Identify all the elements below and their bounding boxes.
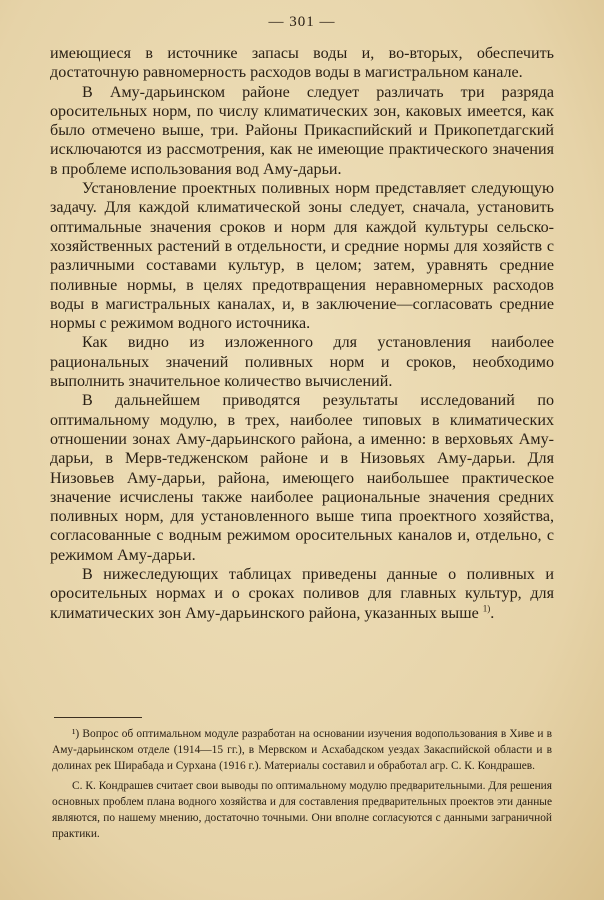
paragraph-1: имеющиеся в источнике запасы воды и, во-вторых, обеспечить достаточную равномерность расходов воды в магистральном канале. bbox=[50, 45, 554, 82]
paragraph-4: Как видно из изложенного для установления наиболее рациональных значений поливных норм и сроков, необходимо выполнить значительное количество вычислений. bbox=[50, 334, 554, 391]
paragraph-2: В Аму-дарьинском районе следует различать три разряда оросительных норм, по числу климатических зон, каковых имеется, как было отмечено выше, три. Районы Прикаспийский и Прикопетдагский исключаются из рассмотрения, как не имеющие практического значения в проблеме использования вод Аму-дарьи. bbox=[50, 83, 554, 178]
footnote-2: С. К. Кондрашев считает свои выводы по оптимальному модулю предварительными. Для решения основных проблем плана водного хозяйства и для составления предварительных проектов эти данные являются, по нашему мнению, достаточно точными. Они вполне согласуются с данными заграничной практики. bbox=[52, 779, 552, 841]
main-text bbox=[50, 44, 554, 623]
footnote-divider bbox=[54, 717, 142, 718]
footnotes bbox=[52, 726, 552, 845]
paragraph-5: В дальнейшем приводятся результаты исследований по оптимальному модулю, в трех, наиболее типовых в климатических отношении зонах Аму-дарьинского района, а именно: в верховьях Аму-дарьи, в Мерв-теджeнском районе и в Низовьях Аму-дарьи. Для Низовьев Аму-дарьи, района, имеющего наибольшее практическое значение исчислены также наиболее рациональные значения средних поливных норм, для установленного выше типа проектного хозяйства, согласованные с водным режимом оросительных каналов и, отдельно, с режимом Аму-дарьи. bbox=[50, 392, 554, 564]
footnote-reference: 1) bbox=[482, 603, 491, 614]
page-number: — 301 — bbox=[268, 14, 336, 30]
paragraph-3: Установление проектных поливных норм представляет следующую задачу. Для каждой климатической зоны следует, сначала, установить оптимальные значения сроков и норм для каждой культуры сельско-хозяйственных растений в отдельности, и средние нормы для хозяйств с различными составами культур, в целом; затем, уравнять средние поливные нормы, в целях предотвращения неравномерных расходов воды в магистральных каналах, и, в заключение—согласовать средние нормы с режимом водного источника. bbox=[50, 180, 554, 333]
footnote-1: ¹) Вопрос об оптимальном модуле разработан на основании изучения водопользования в Хиве и в Аму-дарьинском отделе (1914—15 гг.), в Мервском и Асхабадском уездах Закаспийской области и в долинах рек Ширабада и Сурхана (1916 г.). Материалы составил и обработал агр. С. К. Кондрашев. bbox=[52, 728, 552, 773]
paragraph-6-text: В нижеследующих таблицах приведены данные о поливных и оросительных нормах и о сроках поливов для главных культур, для климатических зон Аму-дарьинского района, указанных выше bbox=[50, 566, 554, 622]
paragraph-6: В нижеследующих таблицах приведены данные о поливных и оросительных нормах и о сроках поливов для главных культур, для климатических зон Аму-дарьинского района, указанных выше $^{1)}$. bbox=[50, 566, 554, 622]
